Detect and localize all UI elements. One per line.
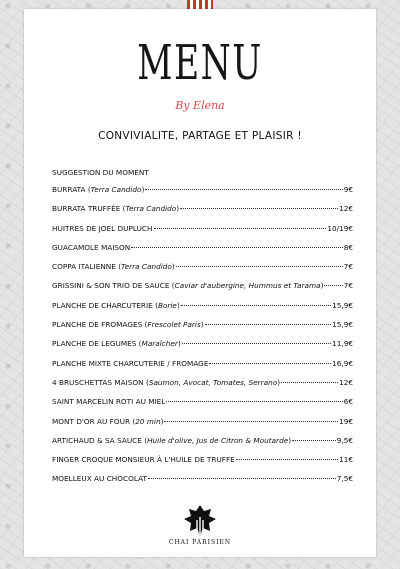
item-price: 16,9€ xyxy=(332,358,353,368)
menu-item-list xyxy=(52,185,353,494)
dot-leader xyxy=(209,363,331,364)
menu-item: PLANCHE DE FROMAGES ( Frescolet Paris ) 15,9€ xyxy=(52,320,353,330)
dot-leader xyxy=(205,324,331,325)
dot-leader xyxy=(154,228,327,229)
item-price: 12€ xyxy=(339,204,353,214)
item-price: 12€ xyxy=(339,377,353,387)
dot-leader xyxy=(182,343,331,344)
menu-item: PLANCHE DE CHARCUTERIE ( Borie ) 15,9€ xyxy=(52,300,353,310)
item-price: 15,9€ xyxy=(332,300,353,310)
item-price: 7€ xyxy=(343,262,353,272)
menu-tagline: CONVIVIALITE, PARTAGE ET PLAISIR ! xyxy=(98,130,302,142)
menu-item: PLANCHE DE LEGUMES ( Maraîcher ) 11,9€ xyxy=(52,339,353,349)
item-price: 11€ xyxy=(339,455,353,465)
dot-leader xyxy=(292,440,336,441)
menu-item: MOELLEUX AU CHOCOLAT 7,5€ xyxy=(52,474,353,484)
item-price: 8€ xyxy=(343,242,353,252)
dot-leader xyxy=(164,421,338,422)
menu-item: GRISSINI & SON TRIO DE SAUCE ( Caviar d'aubergine, Hummus et Tarama ) 7€ xyxy=(52,281,353,291)
item-price: 11,9€ xyxy=(332,339,353,349)
dot-leader xyxy=(180,208,338,209)
item-price: 7€ xyxy=(343,281,353,291)
dot-leader xyxy=(324,285,342,286)
menu-item: SAINT MARCELIN ROTI AU MIEL 6€ xyxy=(52,397,353,407)
menu-card xyxy=(24,9,376,557)
grape-leaf-logo-icon xyxy=(24,503,376,543)
menu-item: MONT D'OR AU FOUR ( 20 min ) 19€ xyxy=(52,416,353,426)
menu-item: HUITRES DE JOEL DUPLUCH 10/19€ xyxy=(52,223,353,233)
section-heading: SUGGESTION DU MOMENT xyxy=(52,168,149,177)
menu-item: FINGER CROQUE MONSIEUR À L'HUILE DE TRUFFE 11€ xyxy=(52,455,353,465)
item-price: 7,5€ xyxy=(336,474,353,484)
item-price: 10/19€ xyxy=(327,223,353,233)
menu-item: 4 BRUSCHETTAS MAISON ( Saumon, Avocat, Tomates, Serrano ) 12€ xyxy=(52,377,353,387)
logo-text: CHAI PARISIEN xyxy=(168,539,232,546)
menu-item: GUACAMOLE MAISON 8€ xyxy=(52,242,353,252)
menu-item: BURRATA TRUFFÉE ( Terra Candido ) 12€ xyxy=(52,204,353,214)
item-price: 19€ xyxy=(339,416,353,426)
item-price: 9€ xyxy=(343,185,353,194)
item-price: 15,9€ xyxy=(332,320,353,330)
dot-leader xyxy=(131,247,342,248)
dot-leader xyxy=(181,305,331,306)
menu-title: MENU xyxy=(137,35,263,91)
dot-leader xyxy=(166,401,342,402)
dot-leader xyxy=(281,382,338,383)
menu-subtitle: By Elena xyxy=(175,99,225,112)
item-price: 9,5€ xyxy=(336,435,353,445)
dot-leader xyxy=(236,459,338,460)
menu-item: COPPA ITALIENNE ( Terra Candido ) 7€ xyxy=(52,262,353,272)
menu-item: ARTICHAUD & SA SAUCE ( Huile d'olive, Jus de Citron & Moutarde ) 9,5€ xyxy=(52,435,353,445)
dot-leader xyxy=(176,266,343,267)
menu-item: PLANCHE MIXTE CHARCUTERIE / FROMAGE 16,9€ xyxy=(52,358,353,368)
item-price: 6€ xyxy=(343,397,353,407)
menu-item: BURRATA ( Terra Candido ) 9€ xyxy=(52,185,353,194)
dot-leader xyxy=(148,478,336,479)
dot-leader xyxy=(145,189,342,190)
